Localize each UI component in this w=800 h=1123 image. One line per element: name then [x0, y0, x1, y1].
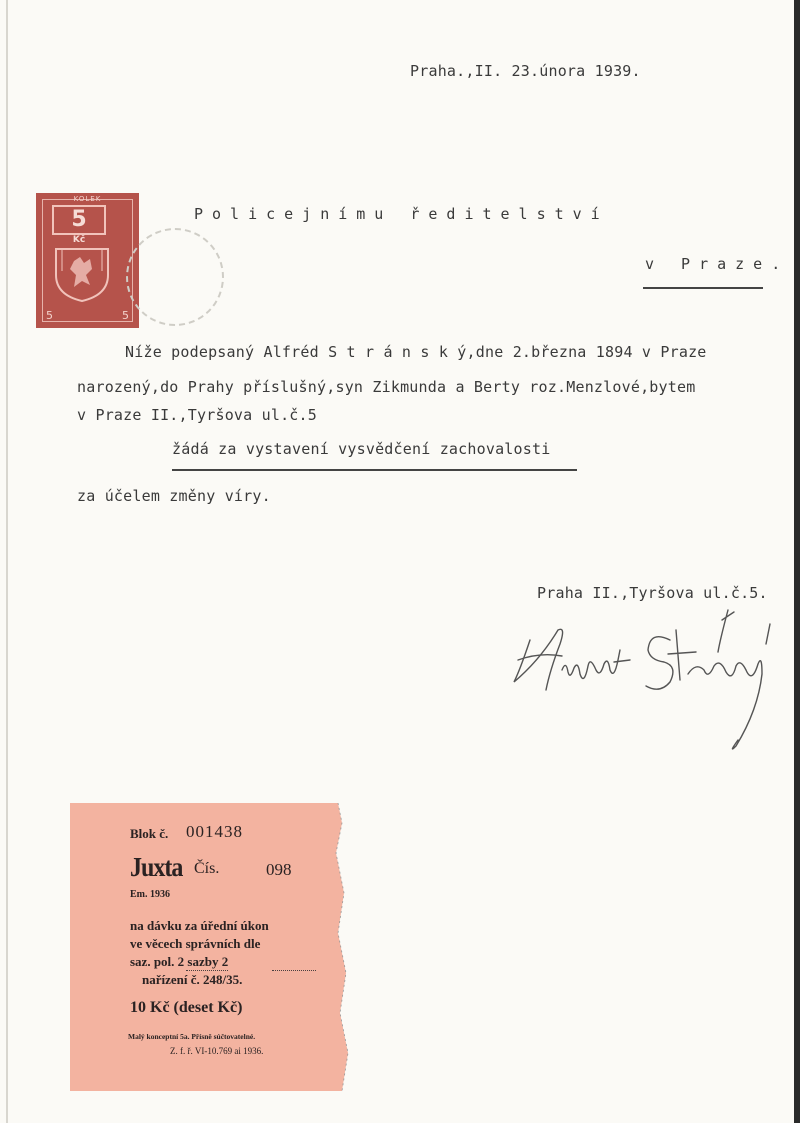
page-right-edge: [794, 0, 800, 1123]
lion-crest-icon: [50, 245, 114, 303]
juxta-fee-slip: [70, 803, 332, 1091]
addressee-underline: [643, 287, 763, 289]
stamp-value: 5: [52, 205, 106, 235]
body-line-2: narozený,do Prahy příslušný,syn Zikmunda a Berty roz.Menzlové,bytem: [77, 378, 696, 396]
slip-blok-label: Blok č.: [130, 826, 169, 841]
date-line: Praha.,II. 23.února 1939.: [410, 62, 641, 80]
revenue-stamp: [36, 193, 139, 328]
body-line-1: Níže podepsaný Alfréd S t r á n s k ý,dne 2.března 1894 v Praze: [125, 343, 707, 361]
slip-line-4: nařízení č. 248/35.: [142, 972, 243, 987]
slip-line-3: saz. pol. 2 sazby 2: [130, 954, 229, 969]
slip-footer-2: Z. f. ř. VI-10.769 ai 1936.: [170, 1046, 264, 1056]
slip-amount: 10 Kč (deset Kč): [130, 999, 243, 1016]
purpose-line: za účelem změny víry.: [77, 487, 271, 505]
slip-blok-number: 001438: [186, 822, 243, 841]
addressee-line-1: Policejnímu ředitelství: [194, 205, 609, 223]
stamp-top-text: KOLEK: [73, 195, 102, 203]
addressee-line-2: v Praze.: [645, 255, 790, 273]
body-line-3: v Praze II.,Tyršova ul.č.5: [77, 406, 317, 424]
slip-cis-number: 098: [266, 860, 292, 879]
cancellation-seal-icon: [126, 228, 224, 326]
request-line: žádá za vystavení vysvědčení zachovalosti: [172, 440, 551, 458]
slip-line-2: ve věcech správních dle: [130, 936, 261, 951]
request-underline: [172, 469, 577, 471]
slip-dotted-fill-1: [186, 970, 228, 971]
stamp-currency: Kč: [72, 235, 86, 245]
page-left-edge: [6, 0, 8, 1123]
closing-address: Praha II.,Tyršova ul.č.5.: [537, 584, 768, 602]
handwritten-signature: [500, 600, 790, 760]
slip-brand: Juxta: [130, 853, 183, 883]
slip-torn-edge: [332, 803, 360, 1091]
slip-footer-1: Malý konceptní 5a. Přísně súčtovatelné.: [128, 1032, 256, 1041]
slip-line-1: na dávku za úřední úkon: [130, 918, 269, 933]
slip-dotted-fill-2: [272, 970, 316, 971]
slip-cis-label: Čís.: [194, 860, 220, 877]
slip-edition: Em. 1936: [130, 889, 170, 900]
stamp-corner-right: 5: [122, 309, 129, 322]
stamp-corner-left: 5: [46, 309, 53, 322]
